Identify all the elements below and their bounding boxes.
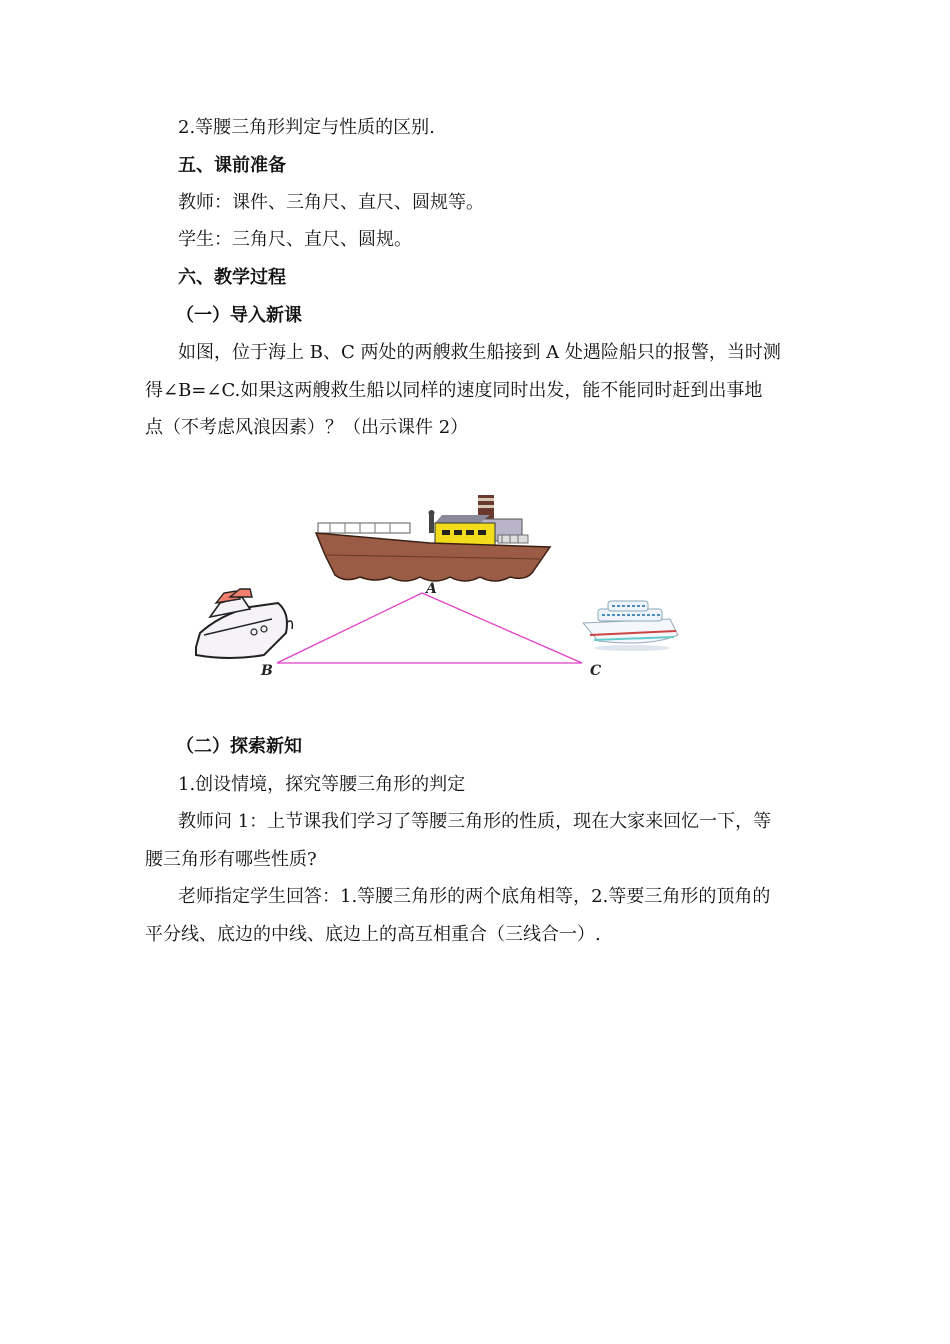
subsection-heading-explore: （二）探索新知	[176, 736, 302, 757]
rescue-target-ship-icon	[316, 495, 550, 581]
paragraph-problem-line-3: 点（不考虑风浪因素）？（出示课件 2）	[145, 417, 469, 438]
point-label-b: B	[261, 663, 273, 679]
figure-canvas	[180, 485, 700, 685]
paragraph-teacher-materials: 教师：课件、三角尺、直尺、圆规等。	[178, 192, 484, 213]
section-heading-process: 六、教学过程	[178, 267, 286, 288]
point-label-a: A	[426, 581, 437, 597]
section-heading-preparation: 五、课前准备	[178, 155, 286, 176]
paragraph-difference: 2.等腰三角形判定与性质的区别.	[178, 117, 435, 138]
point-label-c: C	[590, 663, 602, 679]
triangle-abc	[277, 593, 582, 663]
rescue-ship-c-icon	[583, 601, 678, 651]
paragraph-activity-title: 1.创设情境，探究等腰三角形的判定	[178, 774, 466, 795]
paragraph-question-line-2: 腰三角形有哪些性质?	[145, 849, 317, 870]
paragraph-answer-line-1: 老师指定学生回答：1.等腰三角形的两个底角相等，2.等要三角形的顶角的	[178, 886, 771, 907]
ships-triangle-figure	[180, 485, 700, 685]
paragraph-problem-line-2: 得∠B=∠C.如果这两艘救生船以同样的速度同时出发，能不能同时赶到出事地	[145, 380, 763, 401]
paragraph-question-line-1: 教师问 1：上节课我们学习了等腰三角形的性质，现在大家来回忆一下，等	[178, 811, 772, 832]
paragraph-student-materials: 学生：三角尺、直尺、圆规。	[178, 229, 412, 250]
subsection-heading-intro: （一）导入新课	[176, 305, 302, 326]
rescue-ship-b-icon	[196, 589, 292, 658]
paragraph-problem-line-1: 如图，位于海上 B、C 两处的两艘救生船接到 A 处遇险船只的报警，当时测	[178, 342, 781, 363]
paragraph-answer-line-2: 平分线、底边的中线、底边上的高互相重合（三线合一）.	[145, 924, 601, 945]
